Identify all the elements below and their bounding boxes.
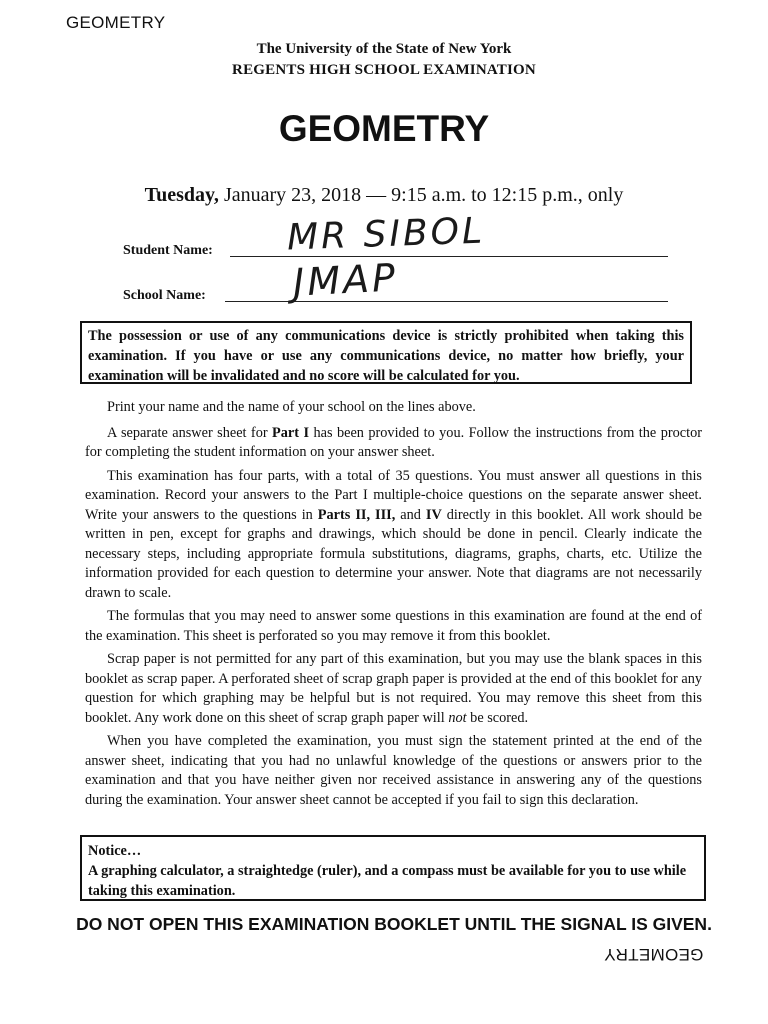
- notice-text: A graphing calculator, a straightedge (ruler), and a compass must be available for you to use while taking this examination.: [88, 863, 687, 899]
- instruction-paragraph-4: The formulas that you may need to answer some questions in this examination are found at the end of the examination. This sheet is perforated so you may remove it from this booklet.: [85, 608, 702, 644]
- exam-date-time: January 23, 2018 — 9:15 a.m. to 12:15 p.m., only: [218, 184, 624, 206]
- instruction-paragraph-2: A separate answer sheet for Part I has been provided to you. Follow the instructions from the proctor for completing the student information on your answer sheet.: [85, 424, 702, 460]
- exam-day: Tuesday,: [144, 184, 219, 206]
- school-name-line: [225, 301, 668, 302]
- school-name-handwriting: JMAP: [291, 255, 399, 305]
- instruction-paragraph-1: Print your name and the name of your school on the lines above.: [107, 399, 476, 415]
- student-name-label: Student Name:: [123, 243, 213, 258]
- university-name: The University of the State of New York: [256, 41, 512, 57]
- notice-box: [80, 835, 706, 901]
- page-title: GEOMETRY: [278, 108, 490, 149]
- instruction-paragraph-3: This examination has four parts, with a total of 35 questions. You must answer all questions in this examination. Record your answers to the Part I multiple-choice questions on the separate answer sheet. Write your answers to the questions in Parts II, III, and IV directly in this booklet. All work should be written in pen, except for graphs and drawings, which should be done in pencil. Clearly indicate the necessary steps, including appropriate formula substitutions, diagrams, graphs, charts, etc. Utilize the information provided for each question to determine your answer. Note that diagrams are not necessarily drawn to scale.: [85, 467, 702, 601]
- instruction-paragraph-6: When you have completed the examination, you must sign the statement printed at the end of the answer sheet, indicating that you had no unlawful knowledge of the questions or answers prior to the examination and that you have neither given nor received assistance in answering any of the questions during the examination. Your answer sheet cannot be accepted if you fail to sign this declaration.: [85, 733, 702, 808]
- exam-type: REGENTS HIGH SCHOOL EXAMINATION: [232, 62, 536, 78]
- do-not-open-warning: DO NOT OPEN THIS EXAMINATION BOOKLET UNTIL THE SIGNAL IS GIVEN.: [76, 914, 712, 934]
- upside-down-subject-label: GEOMETRY: [604, 945, 704, 964]
- school-name-label: School Name:: [123, 288, 206, 303]
- instruction-paragraph-5: Scrap paper is not permitted for any part of this examination, but you may use the blank spaces in this booklet as scrap paper. A perforated sheet of scrap graph paper is provided at the end of this booklet for any question for which graphing may be helpful but is not required. You may remove this sheet from this booklet. Any work done on this sheet of scrap graph paper will not be scored.: [85, 651, 702, 726]
- device-warning-box: The possession or use of any communications device is strictly prohibited when taking this examination. If you have or use any communications device, no matter how briefly, your examination will be invalidated and no score will be calculated for you.: [80, 321, 692, 384]
- student-name-handwriting: MR SIBOL: [286, 210, 486, 259]
- corner-subject-label: GEOMETRY: [66, 13, 166, 32]
- exam-date-line: [0, 184, 768, 207]
- notice-heading: Notice…: [88, 843, 142, 859]
- instructions: [85, 398, 702, 814]
